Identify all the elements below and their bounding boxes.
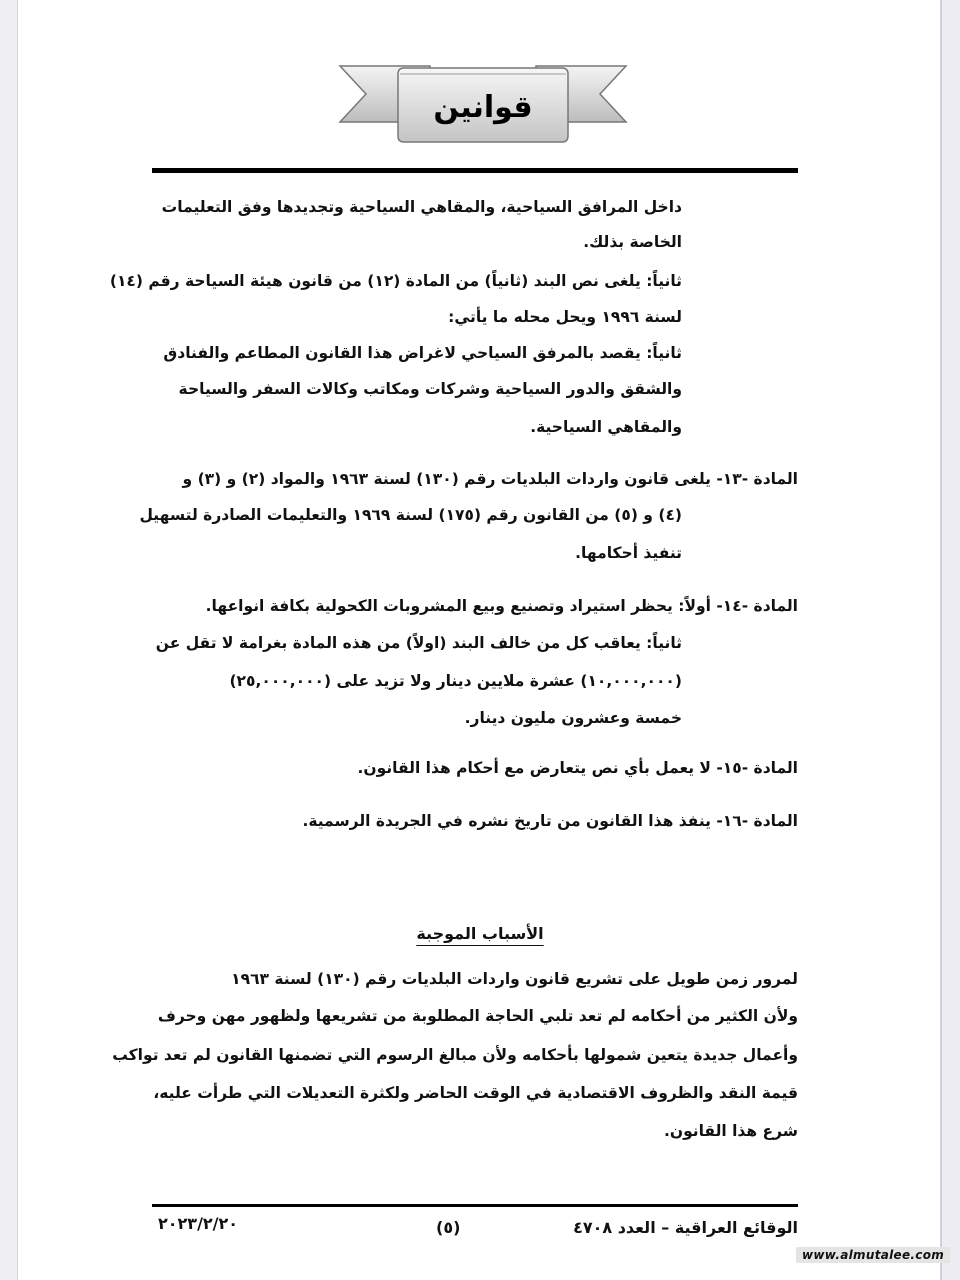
article-14-line: المادة -١٤- أولاً: يحظر استيراد وتصنيع وبيع المشروبات الكحولية بكافة انواعها.: [205, 597, 798, 615]
article-14-line: خمسة وعشرون مليون دينار.: [464, 709, 682, 727]
header-rule: [152, 168, 798, 173]
article-14-line: (١٠,٠٠٠,٠٠٠) عشرة ملايين دينار ولا تزيد على (٢٥,٠٠٠,٠٠٠): [229, 672, 682, 690]
footer-publication: الوقائع العراقية – العدد ٤٧٠٨: [573, 1218, 798, 1237]
footer-page-number: (٥): [436, 1218, 461, 1237]
text-line: داخل المرافق السياحية، والمقاهي السياحية وتجديدها وفق التعليمات: [161, 198, 682, 216]
text-line: الخاصة بذلك.: [583, 233, 682, 251]
text-line: والمقاهي السياحية.: [530, 418, 682, 436]
reasons-line: قيمة النقد والظروف الاقتصادية في الوقت الحاضر ولكثرة التعديلات التي طرأت عليه،: [153, 1084, 798, 1102]
article-13-line: (٤) و (٥) من القانون رقم (١٧٥) لسنة ١٩٦٩ والتعليمات الصادرة لتسهيل: [139, 506, 682, 524]
article-13-line: المادة -١٣- يلغى قانون واردات البلديات رقم (١٣٠) لسنة ١٩٦٣ والمواد (٢) و (٣) و: [182, 470, 798, 488]
banner-title: قوانين: [433, 89, 533, 125]
reasons-heading-text: الأسباب الموجبة: [416, 924, 544, 943]
viewer-right-edge: [940, 0, 960, 1280]
article-16: المادة -١٦- ينفذ هذا القانون من تاريخ نشره في الجريدة الرسمية.: [302, 812, 798, 830]
reasons-line: وأعمال جديدة يتعين شمولها بأحكامه ولأن مبالغ الرسوم التي تضمنها القانون لم تعد تواكب: [112, 1046, 798, 1064]
reasons-line: ولأن الكثير من أحكامه لم تعد تلبي الحاجة المطلوبة من تشريعها ولظهور مهن وحرف: [157, 1007, 798, 1025]
article-13-line: تنفيذ أحكامها.: [575, 544, 682, 562]
text-line: ثانياً: يقصد بالمرفق السياحي لاغراض هذا القانون المطاعم والفنادق: [163, 344, 682, 362]
viewer-left-edge: [0, 0, 18, 1280]
article-14-line: ثانياً: يعاقب كل من خالف البند (اولاً) من هذه المادة بغرامة لا تقل عن: [155, 634, 682, 652]
text-line: ثانياً: يلغى نص البند (ثانياً) من المادة (١٢) من قانون هيئة السياحة رقم (١٤): [109, 272, 682, 290]
text-line: والشقق والدور السياحية وشركات ومكاتب وكالات السفر والسياحة: [178, 380, 682, 398]
watermark-url: www.almutalee.com: [796, 1247, 950, 1263]
footer-rule: [152, 1204, 798, 1207]
text-line: لسنة ١٩٩٦ ويحل محله ما يأتي:: [448, 308, 682, 326]
footer-date: ٢٠٢٣/٢/٢٠: [158, 1214, 239, 1233]
reasons-line: شرع هذا القانون.: [663, 1122, 798, 1140]
reasons-line: لمرور زمن طويل على تشريع قانون واردات البلديات رقم (١٣٠) لسنة ١٩٦٣: [231, 970, 798, 988]
article-15: المادة -١٥- لا يعمل بأي نص يتعارض مع أحكام هذا القانون.: [357, 759, 798, 777]
section-banner: [338, 60, 628, 148]
reasons-heading: [360, 924, 600, 943]
